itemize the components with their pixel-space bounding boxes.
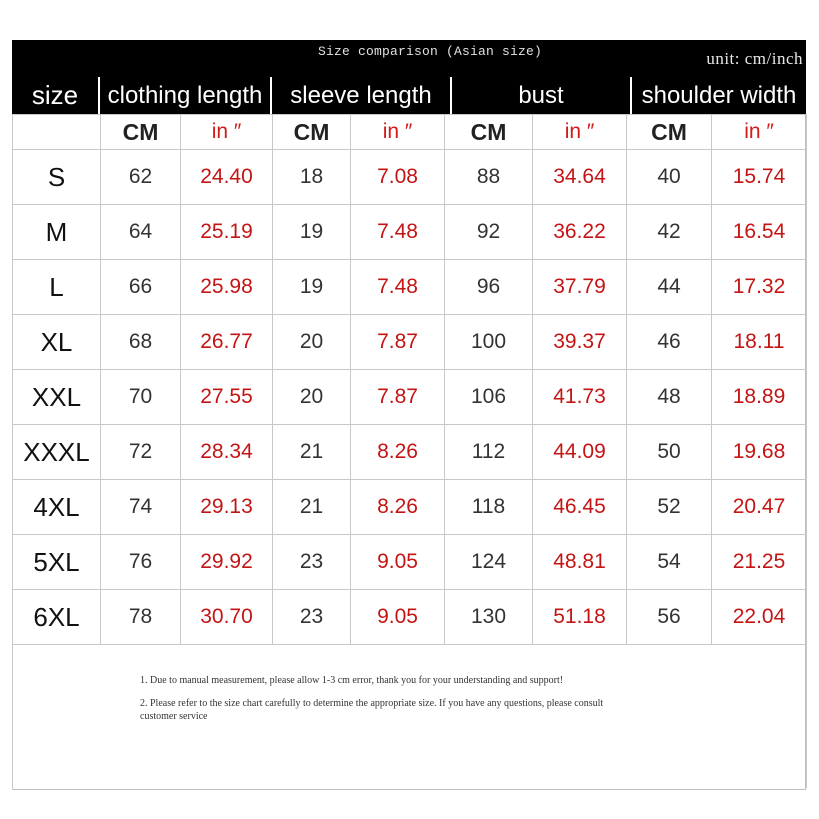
sleeve-in-cell: 8.26 xyxy=(351,480,445,535)
header-clothing-length: clothing length xyxy=(100,77,270,114)
bust-cm-cell: 130 xyxy=(445,590,533,645)
shoulder-cm-cell: 40 xyxy=(627,150,712,205)
units-blank xyxy=(13,115,101,150)
length-cm-cell: 72 xyxy=(101,425,181,480)
table-row xyxy=(13,425,807,480)
size-cell: 6XL xyxy=(13,590,101,645)
size-rows xyxy=(13,150,807,645)
table-row xyxy=(13,150,807,205)
sleeve-cm-cell: 21 xyxy=(273,480,351,535)
unit-cm: CM xyxy=(273,115,351,150)
size-cell: XXL xyxy=(13,370,101,425)
note-2: 2. Please refer to the size chart carefully to determine the appropriate size. If you have any questions, please consult customer service xyxy=(140,698,604,722)
length-cm-cell: 74 xyxy=(101,480,181,535)
shoulder-cm-cell: 56 xyxy=(627,590,712,645)
length-cm-cell: 62 xyxy=(101,150,181,205)
header-sleeve-length: sleeve length xyxy=(272,77,450,114)
bust-cm-cell: 88 xyxy=(445,150,533,205)
header-shoulder-width: shoulder width xyxy=(632,77,806,114)
table-row xyxy=(13,535,807,590)
sleeve-cm-cell: 19 xyxy=(273,260,351,315)
unit-cm: CM xyxy=(445,115,533,150)
size-cell: M xyxy=(13,205,101,260)
units-row xyxy=(13,115,807,150)
header-size: size xyxy=(12,77,98,114)
unit-in: in ″ xyxy=(181,115,273,150)
bust-cm-cell: 100 xyxy=(445,315,533,370)
notes xyxy=(140,674,620,733)
bust-in-cell: 36.22 xyxy=(533,205,627,260)
bust-cm-cell: 92 xyxy=(445,205,533,260)
bust-in-cell: 37.79 xyxy=(533,260,627,315)
bust-in-cell: 51.18 xyxy=(533,590,627,645)
shoulder-in-cell: 16.54 xyxy=(712,205,807,260)
shoulder-cm-cell: 42 xyxy=(627,205,712,260)
size-cell: 4XL xyxy=(13,480,101,535)
table-row xyxy=(13,590,807,645)
shoulder-in-cell: 20.47 xyxy=(712,480,807,535)
sleeve-cm-cell: 20 xyxy=(273,370,351,425)
bust-in-cell: 44.09 xyxy=(533,425,627,480)
shoulder-in-cell: 18.89 xyxy=(712,370,807,425)
length-cm-cell: 68 xyxy=(101,315,181,370)
length-in-cell: 25.19 xyxy=(181,205,273,260)
bust-cm-cell: 96 xyxy=(445,260,533,315)
unit-in: in ″ xyxy=(533,115,627,150)
length-cm-cell: 66 xyxy=(101,260,181,315)
shoulder-cm-cell: 50 xyxy=(627,425,712,480)
shoulder-in-cell: 17.32 xyxy=(712,260,807,315)
length-in-cell: 26.77 xyxy=(181,315,273,370)
table-row xyxy=(13,370,807,425)
length-cm-cell: 78 xyxy=(101,590,181,645)
length-in-cell: 30.70 xyxy=(181,590,273,645)
unit-in: in ″ xyxy=(351,115,445,150)
shoulder-cm-cell: 54 xyxy=(627,535,712,590)
shoulder-in-cell: 21.25 xyxy=(712,535,807,590)
sleeve-cm-cell: 21 xyxy=(273,425,351,480)
sleeve-cm-cell: 23 xyxy=(273,535,351,590)
length-cm-cell: 70 xyxy=(101,370,181,425)
length-in-cell: 24.40 xyxy=(181,150,273,205)
unit-cm: CM xyxy=(101,115,181,150)
header-bust: bust xyxy=(452,77,630,114)
size-cell: L xyxy=(13,260,101,315)
bust-in-cell: 39.37 xyxy=(533,315,627,370)
sleeve-in-cell: 7.87 xyxy=(351,370,445,425)
size-cell: 5XL xyxy=(13,535,101,590)
size-cell: XL xyxy=(13,315,101,370)
shoulder-in-cell: 22.04 xyxy=(712,590,807,645)
bust-cm-cell: 112 xyxy=(445,425,533,480)
table-row xyxy=(13,260,807,315)
shoulder-in-cell: 15.74 xyxy=(712,150,807,205)
sleeve-in-cell: 7.87 xyxy=(351,315,445,370)
sleeve-cm-cell: 18 xyxy=(273,150,351,205)
sleeve-in-cell: 7.48 xyxy=(351,260,445,315)
unit-cm: CM xyxy=(627,115,712,150)
shoulder-cm-cell: 46 xyxy=(627,315,712,370)
sleeve-in-cell: 7.48 xyxy=(351,205,445,260)
length-cm-cell: 76 xyxy=(101,535,181,590)
bust-cm-cell: 118 xyxy=(445,480,533,535)
bust-cm-cell: 106 xyxy=(445,370,533,425)
unit-label: unit: cm/inch xyxy=(706,49,803,68)
table-row xyxy=(13,480,807,535)
shoulder-cm-cell: 52 xyxy=(627,480,712,535)
table-row xyxy=(13,315,807,370)
shoulder-cm-cell: 44 xyxy=(627,260,712,315)
sleeve-in-cell: 9.05 xyxy=(351,535,445,590)
length-in-cell: 29.13 xyxy=(181,480,273,535)
sleeve-cm-cell: 20 xyxy=(273,315,351,370)
size-cell: S xyxy=(13,150,101,205)
sleeve-in-cell: 8.26 xyxy=(351,425,445,480)
bust-in-cell: 41.73 xyxy=(533,370,627,425)
length-in-cell: 29.92 xyxy=(181,535,273,590)
table-row xyxy=(13,205,807,260)
bust-cm-cell: 124 xyxy=(445,535,533,590)
shoulder-in-cell: 19.68 xyxy=(712,425,807,480)
shoulder-cm-cell: 48 xyxy=(627,370,712,425)
size-cell: XXXL xyxy=(13,425,101,480)
sleeve-cm-cell: 19 xyxy=(273,205,351,260)
sleeve-in-cell: 7.08 xyxy=(351,150,445,205)
length-in-cell: 25.98 xyxy=(181,260,273,315)
chart-title: Size comparison (Asian size) xyxy=(317,44,543,59)
note-1: 1. Due to manual measurement, please allow 1-3 cm error, thank you for your understanding and support! xyxy=(140,675,564,686)
length-in-cell: 27.55 xyxy=(181,370,273,425)
sleeve-cm-cell: 23 xyxy=(273,590,351,645)
sleeve-in-cell: 9.05 xyxy=(351,590,445,645)
length-in-cell: 28.34 xyxy=(181,425,273,480)
bust-in-cell: 46.45 xyxy=(533,480,627,535)
bust-in-cell: 34.64 xyxy=(533,150,627,205)
shoulder-in-cell: 18.11 xyxy=(712,315,807,370)
bust-in-cell: 48.81 xyxy=(533,535,627,590)
unit-in: in ″ xyxy=(712,115,807,150)
length-cm-cell: 64 xyxy=(101,205,181,260)
